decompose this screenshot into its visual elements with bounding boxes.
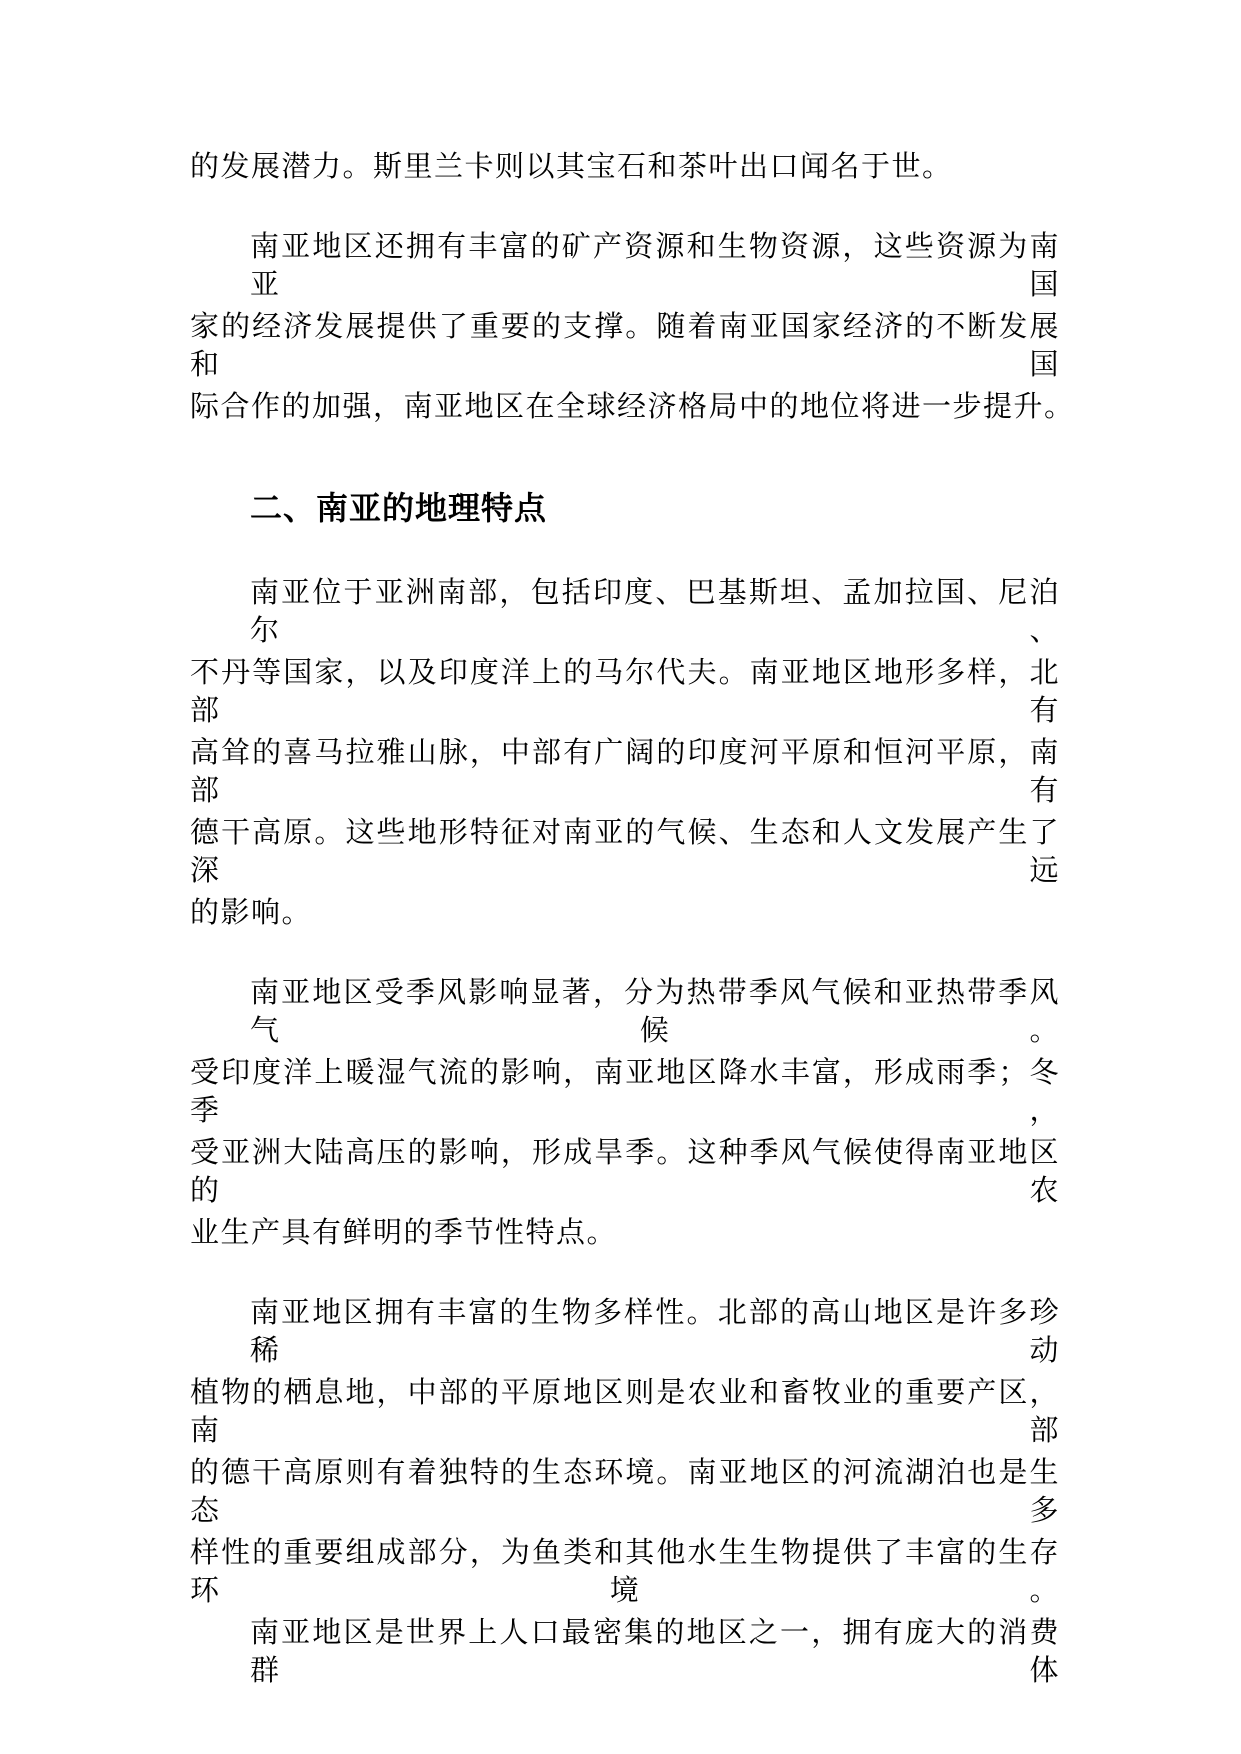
paragraph-line: 不丹等国家，以及印度洋上的马尔代夫。南亚地区地形多样，北部有: [190, 655, 1060, 727]
paragraph-line: 南亚地区是世界上人口最密集的地区之一，拥有庞大的消费群体: [250, 1615, 1060, 1687]
paragraph-line: 南亚地区拥有丰富的生物多样性。北部的高山地区是许多珍稀动: [250, 1295, 1060, 1367]
paragraph-line: 受亚洲大陆高压的影响，形成旱季。这种季风气候使得南亚地区的农: [190, 1135, 1060, 1207]
paragraph-line: 业生产具有鲜明的季节性特点。: [190, 1215, 618, 1249]
paragraph-line: 高耸的喜马拉雅山脉，中部有广阔的印度河平原和恒河平原，南部有: [190, 735, 1060, 807]
paragraph-line: 南亚位于亚洲南部，包括印度、巴基斯坦、孟加拉国、尼泊尔、: [250, 575, 1060, 647]
paragraph-line: 的影响。: [190, 895, 313, 929]
paragraph-line: 际合作的加强，南亚地区在全球经济格局中的地位将进一步提升。: [190, 389, 1075, 423]
paragraph-line: 样性的重要组成部分，为鱼类和其他水生生物提供了丰富的生存环境。: [190, 1535, 1060, 1607]
paragraph-line: 植物的栖息地，中部的平原地区则是农业和畜牧业的重要产区，南部: [190, 1375, 1060, 1447]
paragraph-line: 的德干高原则有着独特的生态环境。南亚地区的河流湖泊也是生态多: [190, 1455, 1060, 1527]
paragraph-line: 受印度洋上暖湿气流的影响，南亚地区降水丰富，形成雨季；冬季，: [190, 1055, 1060, 1127]
paragraph-line: 的发展潜力。斯里兰卡则以其宝石和茶叶出口闻名于世。: [190, 149, 953, 183]
paragraph-line: 家的经济发展提供了重要的支撑。随着南亚国家经济的不断发展和国: [190, 309, 1060, 381]
section-heading: 二、南亚的地理特点: [250, 489, 548, 527]
paragraph-line: 德干高原。这些地形特征对南亚的气候、生态和人文发展产生了深远: [190, 815, 1060, 887]
paragraph-line: 南亚地区还拥有丰富的矿产资源和生物资源，这些资源为南亚国: [250, 229, 1060, 301]
paragraph-line: 南亚地区受季风影响显著，分为热带季风气候和亚热带季风气候。: [250, 975, 1060, 1047]
